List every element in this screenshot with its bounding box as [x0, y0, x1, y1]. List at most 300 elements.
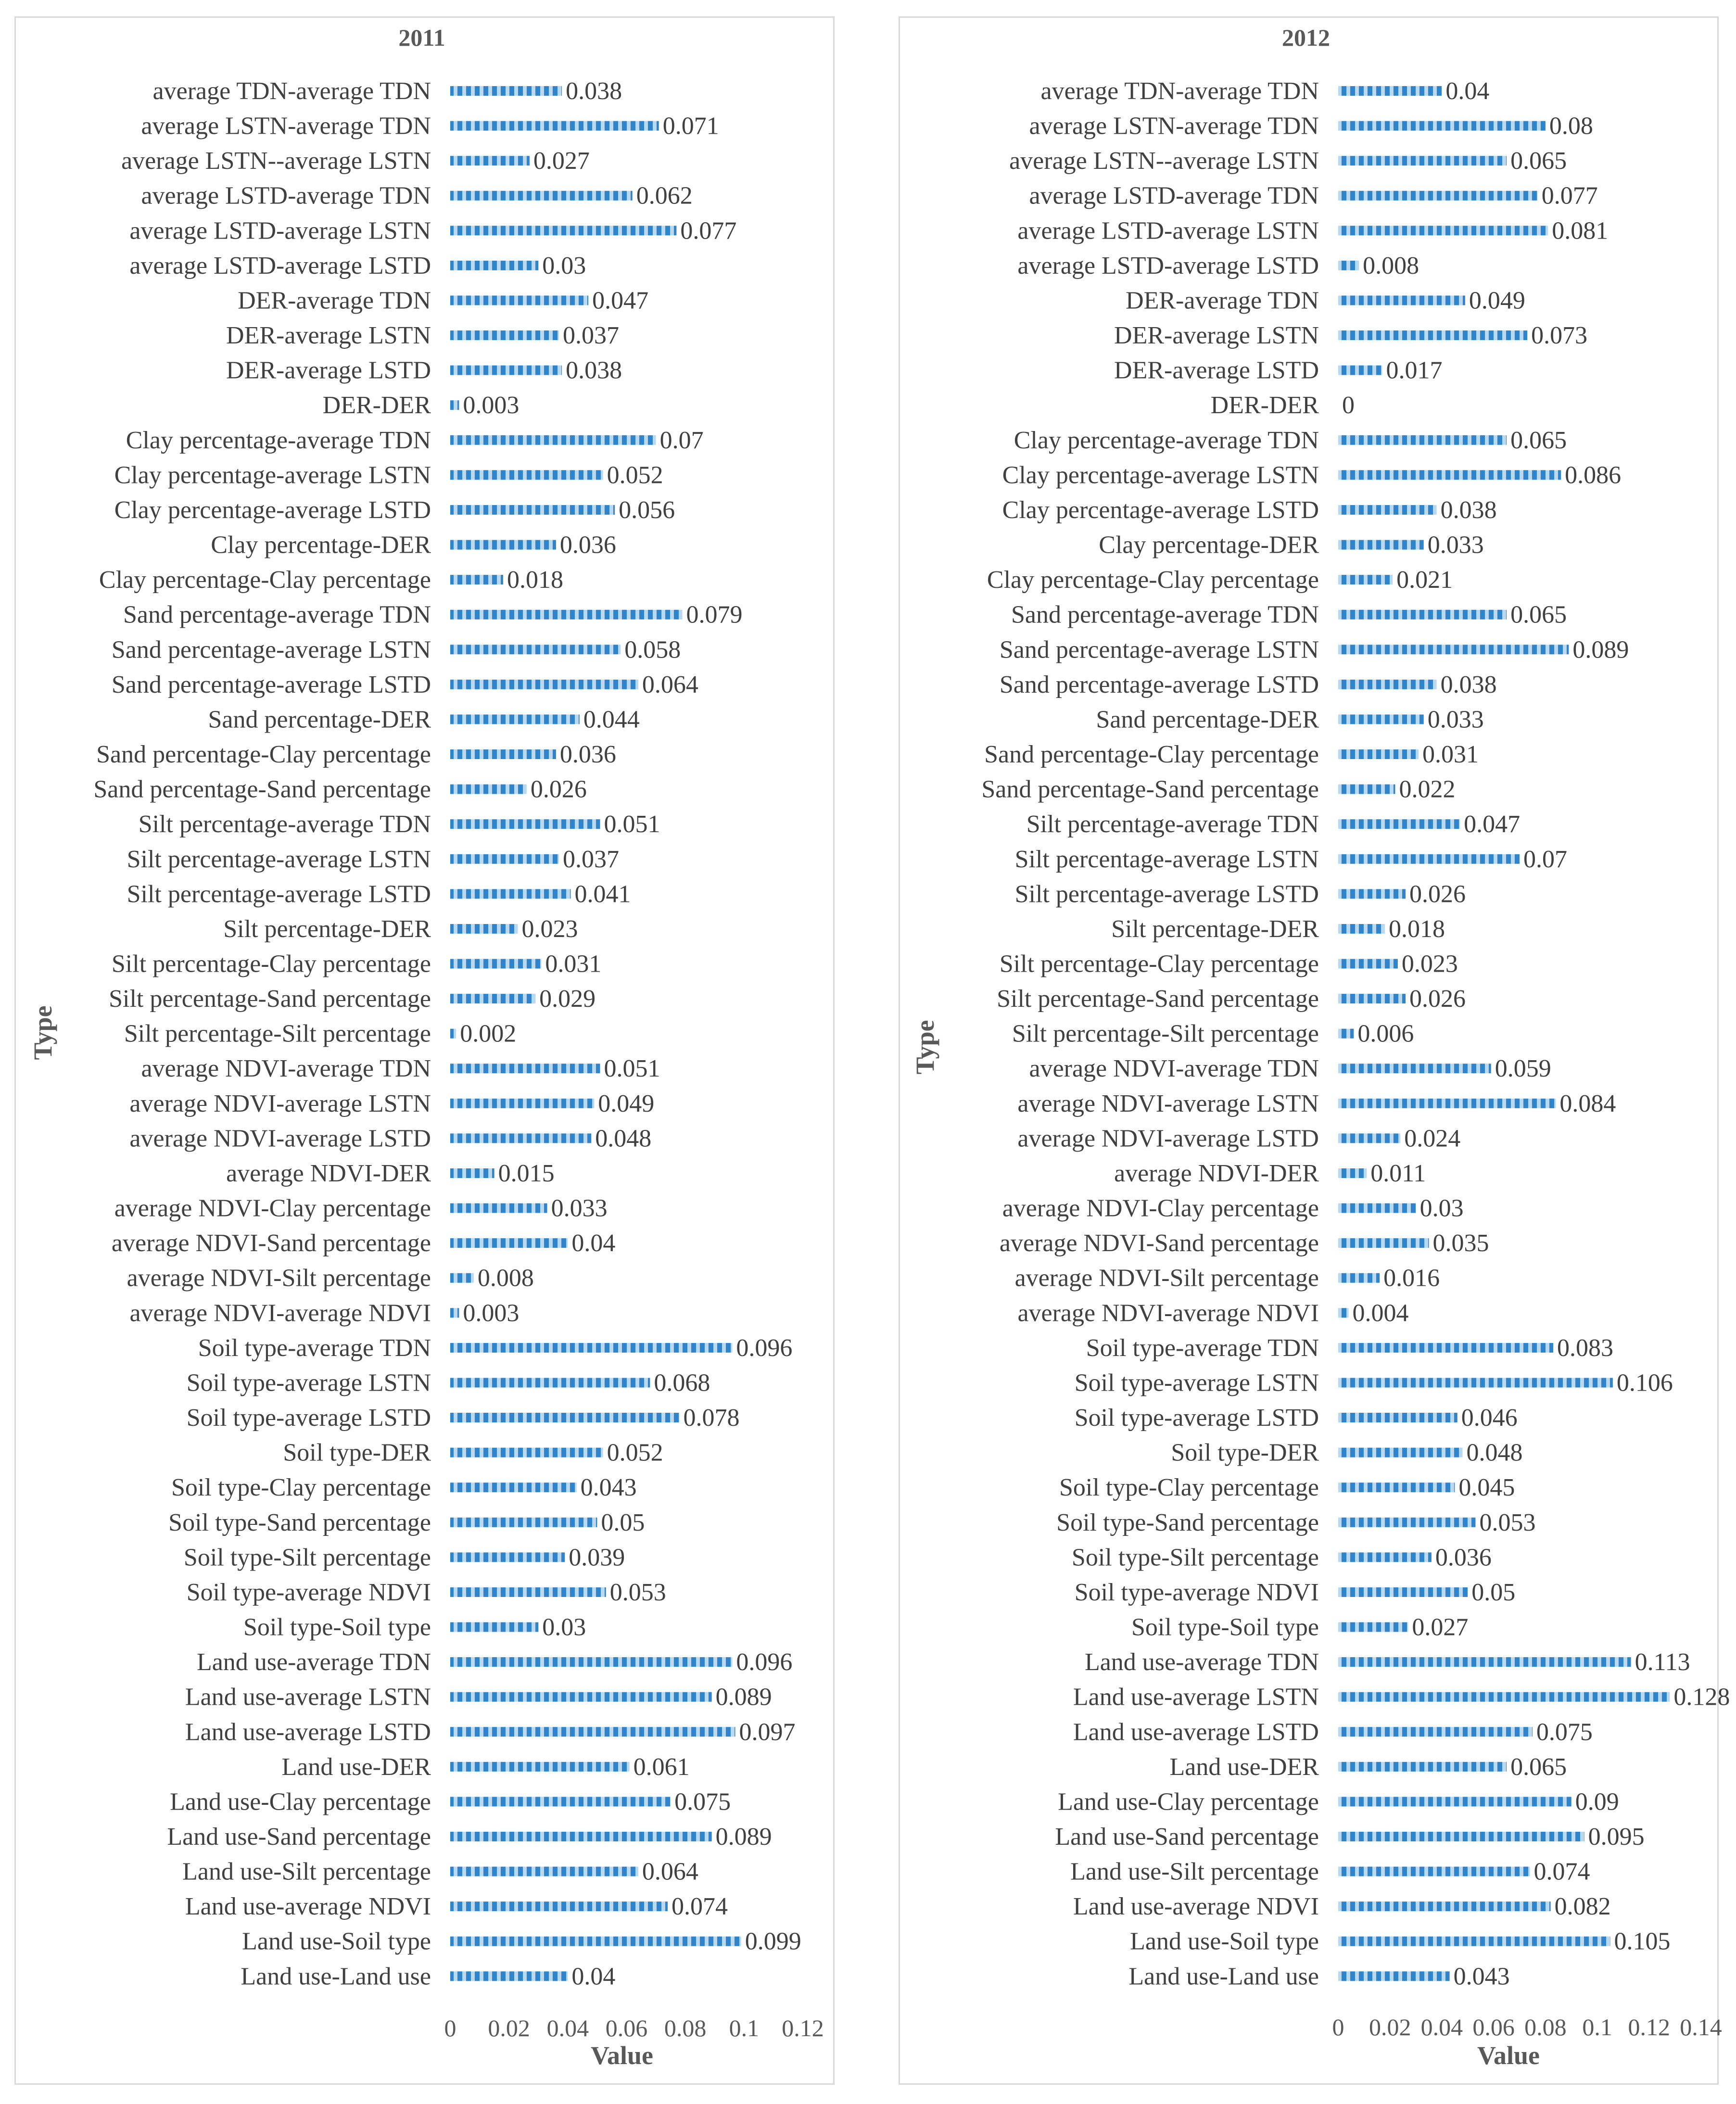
bar [1338, 1483, 1455, 1492]
category-label: Clay percentage-average LSTD [1002, 496, 1319, 524]
bar [1338, 959, 1398, 969]
data-label: 0.03 [1419, 1194, 1464, 1222]
category-label: average NDVI-average TDN [141, 1055, 431, 1083]
bar [450, 854, 559, 864]
x-tick-label: 0.1 [729, 2015, 760, 2041]
data-label: 0.016 [1383, 1264, 1440, 1292]
bar [450, 1378, 650, 1387]
category-label: average LSTD-average LSTD [129, 252, 431, 279]
bar [1338, 749, 1419, 759]
data-label: 0.045 [1458, 1474, 1515, 1502]
data-label: 0.051 [604, 811, 660, 838]
bar [1338, 86, 1442, 96]
category-label: average LSTD-average TDN [1029, 182, 1319, 210]
bar [450, 1238, 568, 1248]
data-label: 0.008 [1363, 252, 1419, 279]
bar [450, 1587, 606, 1597]
bar [450, 1064, 600, 1073]
chart-title: 2012 [1282, 24, 1330, 51]
bar [450, 749, 556, 759]
category-label: Clay percentage-average LSTN [1002, 461, 1319, 489]
bar [1338, 1308, 1349, 1318]
data-label: 0.08 [1549, 112, 1593, 140]
category-label: Land use-average LSTD [185, 1718, 431, 1746]
category-label: Soil type-average NDVI [1074, 1578, 1319, 1606]
bar [450, 1832, 712, 1841]
y-axis-label: Type [28, 1005, 57, 1060]
data-label: 0.113 [1635, 1648, 1690, 1676]
bar [450, 1133, 591, 1143]
category-label: Sand percentage-average TDN [1011, 601, 1319, 629]
bar [1338, 1273, 1380, 1283]
data-label: 0.065 [1510, 601, 1567, 629]
data-label: 0.065 [1510, 426, 1567, 454]
data-label: 0.051 [604, 1055, 660, 1083]
data-label: 0.056 [619, 496, 675, 524]
bar [1338, 470, 1561, 480]
category-label: Soil type-average LSTD [1074, 1404, 1319, 1432]
data-label: 0.004 [1352, 1299, 1409, 1327]
x-tick-label: 0.06 [605, 2015, 648, 2041]
bar [1338, 121, 1546, 131]
data-label: 0.081 [1552, 217, 1609, 245]
category-label: Silt percentage-Silt percentage [124, 1020, 431, 1048]
data-label: 0.03 [542, 1613, 586, 1641]
bar [450, 610, 683, 620]
bar [1338, 1622, 1408, 1632]
category-label: DER-DER [322, 392, 431, 419]
category-label: Soil type-average LSTN [186, 1369, 431, 1397]
bar [450, 1308, 459, 1318]
category-label: DER-average LSTD [226, 356, 431, 384]
data-label: 0.006 [1357, 1020, 1414, 1048]
x-axis-label: Value [1477, 2041, 1540, 2070]
category-label: Land use-average NDVI [185, 1893, 431, 1921]
category-label: Silt percentage-DER [1111, 915, 1319, 943]
bar [1338, 1797, 1571, 1806]
data-label: 0.026 [530, 775, 587, 803]
data-label: 0.043 [1453, 1963, 1510, 1990]
category-label: Sand percentage-Sand percentage [981, 775, 1319, 803]
category-label: Land use-average NDVI [1073, 1893, 1319, 1921]
data-label: 0.068 [654, 1369, 710, 1397]
bar [1338, 1937, 1610, 1946]
data-label: 0.026 [1409, 880, 1466, 908]
data-label: 0.017 [1386, 356, 1443, 384]
bar [450, 1168, 494, 1178]
data-label: 0.077 [1541, 182, 1598, 210]
category-label: Soil type-Soil type [1131, 1613, 1319, 1641]
bar [1338, 1832, 1584, 1841]
bar [1338, 226, 1548, 235]
category-label: Silt percentage-Sand percentage [997, 985, 1319, 1013]
category-label: Silt percentage-average LSTN [1014, 845, 1319, 873]
category-label: Land use-average LSTN [1073, 1683, 1319, 1711]
data-label: 0.027 [533, 147, 590, 175]
category-label: Sand percentage-DER [1096, 706, 1319, 734]
bar [1338, 505, 1437, 515]
category-label: Silt percentage-Clay percentage [999, 950, 1319, 978]
bar [1338, 1901, 1551, 1911]
data-label: 0.027 [1412, 1613, 1469, 1641]
data-label: 0.053 [609, 1578, 666, 1606]
data-label: 0.002 [460, 1020, 517, 1048]
data-label: 0.04 [571, 1229, 616, 1257]
category-label: average NDVI-average NDVI [1017, 1299, 1319, 1327]
bar [450, 819, 600, 829]
bar [450, 156, 530, 165]
category-label: Clay percentage-DER [211, 531, 431, 559]
data-label: 0.128 [1673, 1683, 1730, 1711]
category-label: Silt percentage-Clay percentage [111, 950, 431, 978]
bar [450, 505, 615, 515]
category-label: Sand percentage-Sand percentage [93, 775, 431, 803]
data-label: 0.05 [1471, 1578, 1516, 1606]
bar [1338, 714, 1424, 724]
bar [450, 680, 638, 689]
data-label: 0.038 [566, 356, 622, 384]
category-label: Land use-Soil type [242, 1927, 431, 1955]
category-label: average NDVI-Sand percentage [999, 1229, 1319, 1257]
bar [1338, 645, 1569, 654]
category-label: DER-average LSTN [1114, 322, 1319, 350]
data-label: 0.003 [463, 392, 520, 419]
category-label: Soil type-Clay percentage [171, 1474, 431, 1502]
data-label: 0.07 [659, 426, 704, 454]
data-label: 0.022 [1399, 775, 1456, 803]
bar [450, 645, 621, 654]
data-label: 0.036 [1435, 1544, 1492, 1572]
bar [450, 1448, 603, 1458]
bar [450, 1867, 638, 1876]
bar [1338, 610, 1507, 620]
bar-chart-2011 [16, 18, 833, 2083]
data-label: 0.047 [1464, 811, 1521, 838]
data-label: 0.018 [1388, 915, 1445, 943]
category-label: Soil type-Silt percentage [1071, 1544, 1319, 1572]
data-label: 0.09 [1575, 1788, 1619, 1816]
bar [450, 1483, 577, 1492]
data-label: 0.041 [574, 880, 631, 908]
bar [1338, 540, 1424, 550]
bar [1338, 1727, 1533, 1736]
data-label: 0.075 [1536, 1718, 1593, 1746]
bar [1338, 819, 1460, 829]
data-label: 0.05 [601, 1508, 645, 1536]
category-label: Land use-average LSTD [1073, 1718, 1319, 1746]
category-label: Clay percentage-average TDN [1014, 426, 1319, 454]
data-label: 0.033 [551, 1194, 608, 1222]
y-axis-label: Type [911, 1020, 939, 1075]
bar [450, 959, 541, 969]
data-label: 0.039 [569, 1544, 625, 1572]
bar [1338, 924, 1385, 934]
category-label: DER-average LSTD [1114, 356, 1319, 384]
bar [1338, 1064, 1491, 1073]
bar [450, 191, 633, 201]
data-label: 0.062 [636, 182, 693, 210]
bar [450, 575, 503, 584]
bar [1338, 1168, 1367, 1178]
category-label: average NDVI-Silt percentage [127, 1264, 431, 1292]
data-label: 0.04 [571, 1963, 616, 1990]
category-label: Clay percentage-Clay percentage [99, 566, 431, 594]
bar [1338, 994, 1406, 1003]
data-label: 0 [1342, 392, 1355, 419]
bar [450, 86, 562, 96]
data-label: 0.026 [1409, 985, 1466, 1013]
bar [450, 330, 559, 340]
data-label: 0.037 [563, 322, 620, 350]
data-label: 0.099 [745, 1927, 801, 1955]
category-label: DER-average LSTN [226, 322, 431, 350]
category-label: Sand percentage-average LSTD [999, 671, 1319, 698]
bar [1338, 1378, 1613, 1387]
bar [1338, 1692, 1670, 1702]
category-label: Land use-average TDN [1084, 1648, 1319, 1676]
bar [450, 1727, 735, 1736]
bar [1338, 1552, 1432, 1562]
category-label: Clay percentage-average LSTN [114, 461, 431, 489]
category-label: Land use-Clay percentage [1058, 1788, 1319, 1816]
category-label: Soil type-average TDN [198, 1334, 431, 1362]
bar [450, 121, 659, 131]
data-label: 0.024 [1404, 1125, 1461, 1153]
data-label: 0.021 [1396, 566, 1453, 594]
category-label: average TDN-average TDN [1040, 77, 1319, 105]
data-label: 0.04 [1445, 77, 1490, 105]
category-label: Soil type-Soil type [243, 1613, 431, 1641]
category-label: average LSTN--average LSTN [1009, 147, 1319, 175]
category-label: Soil type-Silt percentage [183, 1544, 431, 1572]
data-label: 0.086 [1565, 461, 1622, 489]
category-label: average NDVI-Clay percentage [114, 1194, 431, 1222]
x-tick-label: 0.12 [1628, 2014, 1671, 2041]
category-label: Clay percentage-Clay percentage [987, 566, 1319, 594]
bar [1338, 1413, 1457, 1422]
category-label: average LSTD-average TDN [141, 182, 431, 210]
data-label: 0.047 [592, 287, 649, 315]
category-label: Clay percentage-average LSTD [114, 496, 431, 524]
category-label: average NDVI-DER [1114, 1159, 1319, 1187]
bar [450, 295, 588, 305]
data-label: 0.089 [715, 1683, 772, 1711]
bar [1338, 1762, 1507, 1772]
x-tick-label: 0.04 [1420, 2014, 1463, 2041]
data-label: 0.038 [1440, 671, 1497, 698]
data-label: 0.065 [1510, 147, 1567, 175]
data-label: 0.046 [1461, 1404, 1518, 1432]
category-label: average NDVI-Silt percentage [1014, 1264, 1319, 1292]
category-label: Land use-average TDN [196, 1648, 431, 1676]
data-label: 0.058 [624, 636, 681, 664]
data-label: 0.061 [633, 1753, 690, 1781]
category-label: Sand percentage-average TDN [123, 601, 431, 629]
bar-chart-2012 [900, 18, 1730, 2083]
category-label: average NDVI-Sand percentage [111, 1229, 431, 1257]
x-tick-label: 0 [1332, 2014, 1344, 2041]
bar [1338, 156, 1507, 165]
bar [1338, 1518, 1475, 1527]
category-label: average NDVI-DER [226, 1159, 431, 1187]
data-label: 0.037 [563, 845, 620, 873]
data-label: 0.023 [1401, 950, 1458, 978]
category-label: average LSTD-average LSTN [1017, 217, 1319, 245]
data-label: 0.049 [598, 1090, 655, 1117]
category-label: DER-average TDN [238, 287, 431, 315]
x-tick-label: 0 [444, 2015, 456, 2041]
data-label: 0.038 [566, 77, 622, 105]
data-label: 0.089 [715, 1823, 772, 1851]
data-label: 0.011 [1370, 1159, 1426, 1187]
category-label: average LSTD-average LSTD [1017, 252, 1319, 279]
category-label: DER-average TDN [1126, 287, 1319, 315]
bar [1338, 1238, 1429, 1248]
bar [1338, 854, 1520, 864]
category-label: Land use-Sand percentage [1055, 1823, 1319, 1851]
category-label: average TDN-average TDN [152, 77, 431, 105]
data-label: 0.096 [736, 1648, 793, 1676]
category-label: average NDVI-average NDVI [129, 1299, 431, 1327]
chart-panel-2011 [14, 16, 835, 2085]
bar [450, 1204, 547, 1213]
x-tick-label: 0.08 [1524, 2014, 1567, 2041]
data-label: 0.036 [559, 531, 616, 559]
data-label: 0.074 [672, 1893, 728, 1921]
data-label: 0.053 [1479, 1508, 1536, 1536]
category-label: Soil type-average LSTD [186, 1404, 431, 1432]
bar [1338, 435, 1507, 445]
category-label: average NDVI-average LSTN [1017, 1090, 1319, 1117]
bar [1338, 889, 1406, 899]
chart-panel-2012 [899, 16, 1730, 2085]
category-label: Land use-Land use [241, 1963, 431, 1990]
category-label: Land use-Clay percentage [170, 1788, 431, 1816]
data-label: 0.031 [1422, 741, 1479, 769]
data-label: 0.096 [736, 1334, 793, 1362]
bar [1338, 330, 1527, 340]
x-tick-label: 0.02 [488, 2015, 530, 2041]
data-label: 0.044 [583, 706, 640, 734]
category-label: Land use-average LSTN [185, 1683, 431, 1711]
data-label: 0.029 [539, 985, 596, 1013]
category-label: Soil type-Clay percentage [1059, 1474, 1319, 1502]
bar [450, 400, 459, 410]
category-label: Land use-Sand percentage [167, 1823, 431, 1851]
bar [1338, 575, 1393, 584]
data-label: 0.036 [559, 741, 616, 769]
bar [1338, 1343, 1553, 1353]
category-label: DER-DER [1210, 392, 1319, 419]
category-label: Silt percentage-DER [223, 915, 431, 943]
bar [1338, 1971, 1450, 1981]
bar [1338, 295, 1465, 305]
category-label: average LSTN-average TDN [1029, 112, 1319, 140]
category-label: Silt percentage-Silt percentage [1012, 1020, 1319, 1048]
category-label: Sand percentage-average LSTD [111, 671, 431, 698]
data-label: 0.106 [1616, 1369, 1673, 1397]
chart-title: 2011 [398, 24, 445, 51]
category-label: Soil type-average NDVI [186, 1578, 431, 1606]
bar [450, 1971, 568, 1981]
category-label: Land use-Land use [1128, 1963, 1319, 1990]
data-label: 0.075 [674, 1788, 731, 1816]
data-label: 0.078 [683, 1404, 740, 1432]
category-label: Silt percentage-average TDN [138, 811, 431, 838]
category-label: average LSTN--average LSTN [121, 147, 431, 175]
category-label: average NDVI-Clay percentage [1002, 1194, 1319, 1222]
bar [450, 1552, 565, 1562]
category-label: average NDVI-average TDN [1029, 1055, 1319, 1083]
category-label: Clay percentage-average TDN [126, 426, 431, 454]
category-label: Land use-Silt percentage [182, 1858, 431, 1886]
category-label: Silt percentage-average TDN [1026, 811, 1319, 838]
bar [1338, 1133, 1400, 1143]
data-label: 0.052 [607, 1439, 663, 1467]
bar [1338, 1099, 1556, 1108]
category-label: Land use-Silt percentage [1070, 1858, 1319, 1886]
category-label: Soil type-average LSTN [1074, 1369, 1319, 1397]
category-label: Soil type-Sand percentage [1056, 1508, 1319, 1536]
category-label: Soil type-Sand percentage [168, 1508, 431, 1536]
data-label: 0.048 [1466, 1439, 1523, 1467]
category-label: Land use-DER [281, 1753, 431, 1781]
bar [450, 1797, 671, 1806]
bar [450, 1762, 630, 1772]
category-label: Silt percentage-average LSTD [127, 880, 431, 908]
category-label: Land use-DER [1169, 1753, 1319, 1781]
data-label: 0.052 [607, 461, 663, 489]
category-label: Sand percentage-average LSTN [111, 636, 431, 664]
category-label: Silt percentage-average LSTD [1014, 880, 1319, 908]
bar [450, 889, 570, 899]
category-label: Silt percentage-Sand percentage [109, 985, 431, 1013]
x-tick-label: 0.06 [1472, 2014, 1515, 2041]
bar [450, 714, 580, 724]
data-label: 0.071 [662, 112, 719, 140]
bar [450, 226, 676, 235]
category-label: Sand percentage-Clay percentage [984, 741, 1319, 769]
data-label: 0.018 [507, 566, 563, 594]
bar [450, 366, 562, 375]
bar [450, 1029, 456, 1039]
bar [1338, 366, 1382, 375]
bar [1338, 1657, 1631, 1667]
bar [450, 1937, 741, 1946]
bar [450, 1692, 712, 1702]
bar [450, 540, 556, 550]
bar [1338, 1867, 1530, 1876]
bar [1338, 1204, 1416, 1213]
bar [450, 1657, 732, 1667]
data-label: 0.083 [1557, 1334, 1614, 1362]
category-label: average NDVI-average LSTD [129, 1125, 431, 1153]
category-label: Silt percentage-average LSTN [127, 845, 431, 873]
data-label: 0.079 [686, 601, 743, 629]
bar [450, 1343, 732, 1353]
data-label: 0.065 [1510, 1753, 1567, 1781]
category-label: Soil type-DER [1171, 1439, 1319, 1467]
bar [450, 261, 538, 270]
bar [1338, 680, 1437, 689]
data-label: 0.097 [739, 1718, 796, 1746]
data-label: 0.035 [1432, 1229, 1489, 1257]
category-label: Sand percentage-average LSTN [999, 636, 1319, 664]
x-tick-label: 0.14 [1680, 2014, 1722, 2041]
category-label: average LSTN-average TDN [141, 112, 431, 140]
bar [450, 1099, 594, 1108]
bar [450, 785, 527, 794]
